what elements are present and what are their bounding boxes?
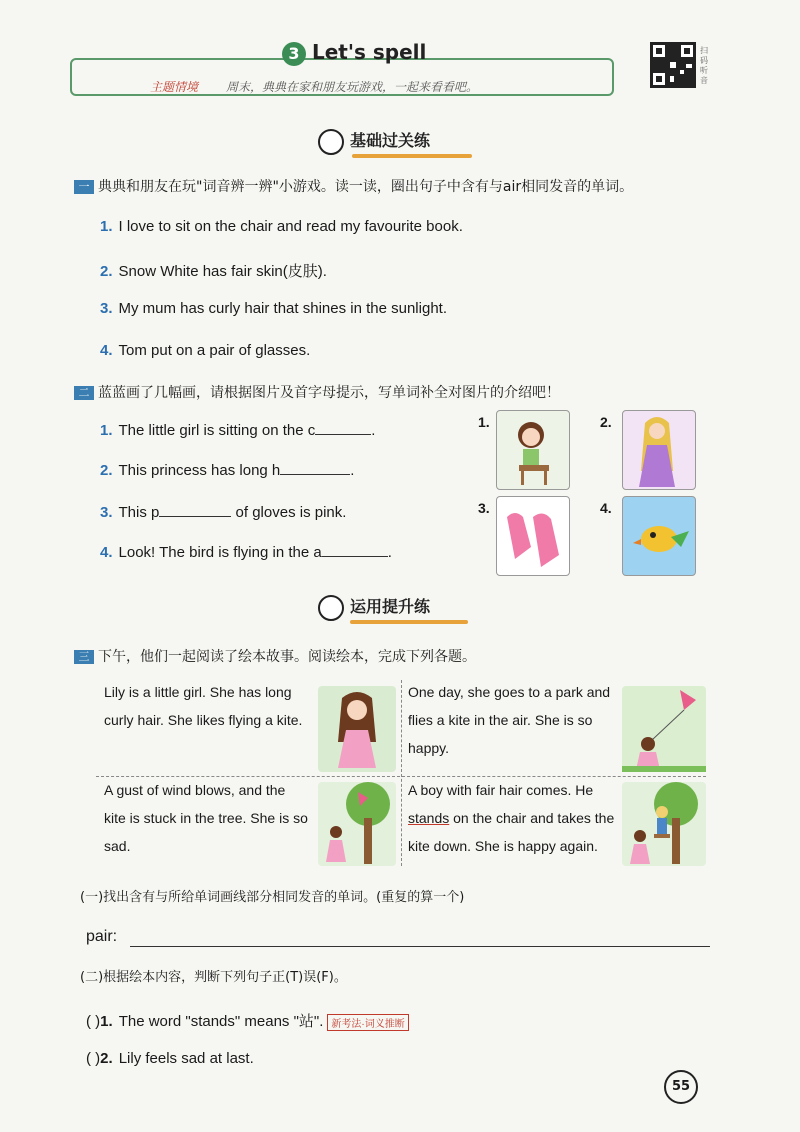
- story-panel-text: One day, she goes to a park and flies a kite in the air. She is so happy.: [408, 684, 611, 756]
- q1-item[interactable]: 1. I love to sit on the chair and read my favourite book.: [100, 218, 463, 235]
- tf-item[interactable]: ( )2. Lily feels sad at last.: [86, 1050, 254, 1067]
- kite-park-picture: [622, 686, 706, 772]
- story-panel-text: A gust of wind blows, and the kite is stuck in the tree. She is so sad.: [104, 782, 308, 854]
- bird-picture: [622, 496, 696, 576]
- boy-on-chair-picture: [622, 782, 706, 866]
- theme-text: 周末，典典在家和朋友玩游戏，一起来看看吧。: [226, 80, 479, 94]
- gloves-picture: [496, 496, 570, 576]
- theme-label: 主题情境: [150, 80, 199, 94]
- heading-underline: [350, 620, 468, 624]
- q1-item[interactable]: 4. Tom put on a pair of glasses.: [100, 342, 311, 359]
- princess-picture: [622, 410, 696, 490]
- q1-item[interactable]: 3. My mum has curly hair that shines in the sunlight.: [100, 300, 447, 317]
- q2-item[interactable]: 2. This princess has long h .: [100, 462, 355, 479]
- story-panel-text: A boy with fair hair comes. He stands on the chair and takes the kite down. She is happy again.: [408, 782, 615, 854]
- part1-answer-line[interactable]: [130, 946, 710, 947]
- lily-picture: [318, 686, 396, 772]
- q2-item[interactable]: 4. Look! The bird is flying in the a .: [100, 544, 392, 561]
- story-panel-text: Lily is a little girl. She has long curly hair. She likes flying a kite.: [104, 684, 303, 728]
- panel-divider: [401, 680, 402, 866]
- page-title: Let's spell: [312, 40, 427, 64]
- part1-title: (一)找出含有与所给单词画线部分相同发音的单词。(重复的算一个): [80, 890, 465, 905]
- answer-blank[interactable]: [322, 556, 388, 557]
- new-type-tag: 新考法·词义推断: [327, 1014, 408, 1031]
- q2-item[interactable]: 3. This p of gloves is pink.: [100, 504, 347, 521]
- picture-number: 1.: [478, 414, 490, 430]
- answer-blank[interactable]: [159, 516, 231, 517]
- qr-code-icon[interactable]: [650, 42, 696, 88]
- kite-in-tree-picture: [318, 782, 396, 866]
- q2-title: 二 蓝蓝画了几幅画，请根据图片及首字母提示，写单词补全对图片的介绍吧！: [74, 382, 560, 402]
- picture-number: 2.: [600, 414, 612, 430]
- answer-blank[interactable]: [280, 474, 350, 475]
- underlined-word: stands: [408, 810, 450, 826]
- q1-item[interactable]: 2. Snow White has fair skin(皮肤).: [100, 263, 327, 280]
- heading-underline: [352, 154, 472, 158]
- section-heading-basic: 基础过关练: [318, 128, 430, 155]
- q1-number: 一: [74, 180, 94, 194]
- girl-on-chair-picture: [496, 410, 570, 490]
- q3-number: 三: [74, 650, 94, 664]
- answer-paren[interactable]: ( ): [86, 1050, 101, 1067]
- q1-title: 一 典典和朋友在玩"词音辨一辨"小游戏。读一读，圈出句子中含有与air相同发音的单词。: [74, 176, 633, 196]
- mascot-icon: [318, 129, 344, 155]
- unit-number-badge: 3: [282, 42, 306, 66]
- answer-blank[interactable]: [315, 434, 371, 435]
- qr-label: 扫码听音: [700, 46, 708, 85]
- picture-number: 4.: [600, 500, 612, 516]
- picture-number: 3.: [478, 500, 490, 516]
- q3-title: 三 下午，他们一起阅读了绘本故事。阅读绘本，完成下列各题。: [74, 646, 476, 666]
- part1-word: pair:: [86, 928, 118, 945]
- q2-item[interactable]: 1. The little girl is sitting on the c .: [100, 422, 376, 439]
- page-number: 55: [664, 1070, 698, 1104]
- answer-paren[interactable]: ( ): [86, 1013, 101, 1030]
- mascot-icon: [318, 595, 344, 621]
- section-heading-advanced: 运用提升练: [318, 594, 430, 621]
- tf-item[interactable]: ( )1. The word "stands" means "站". 新考法·词义推断: [86, 1010, 409, 1031]
- part2-title: (二)根据绘本内容，判断下列句子正(T)误(F)。: [80, 970, 347, 985]
- q2-number: 二: [74, 386, 94, 400]
